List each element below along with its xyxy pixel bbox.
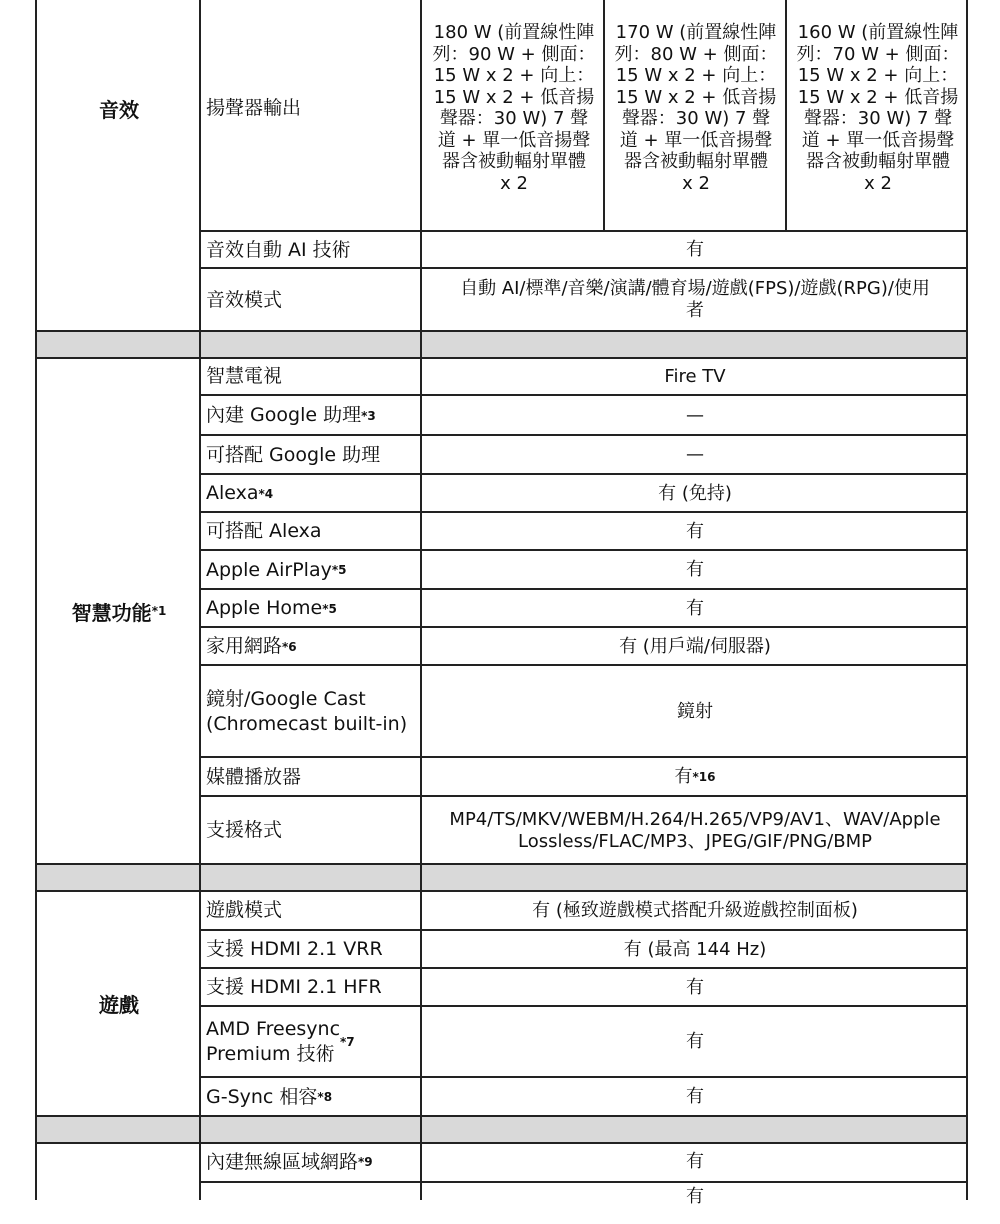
grid-line — [966, 0, 968, 1200]
next-row-value: 有 — [686, 1186, 704, 1207]
row-label-ai-sound: 音效自動 AI 技術 — [206, 238, 351, 261]
row-label-cast: 鏡射/Google Cast (Chromecast built-in) — [206, 687, 408, 735]
grid-line — [200, 664, 968, 666]
grid-line — [35, 357, 968, 359]
grid-line — [200, 473, 968, 475]
grid-line — [200, 511, 968, 513]
game-mode-value: 有 (極致遊戲模式搭配升級遊戲控制面板) — [532, 899, 858, 921]
row-label-google-works: 可搭配 Google 助理 — [206, 443, 381, 466]
home-network-value: 有 (用戶端/伺服器) — [619, 635, 771, 657]
grid-line — [200, 588, 968, 590]
grid-line — [420, 0, 422, 1200]
grid-line — [200, 434, 968, 436]
smart-tv-value: Fire TV — [664, 365, 726, 387]
row-label-freesync: AMD Freesync Premium 技術 *7 — [206, 1018, 355, 1065]
grid-line — [35, 0, 37, 1200]
row-label-smart-tv: 智慧電視 — [206, 365, 283, 387]
row-label-gsync: G-Sync 相容 *8 — [206, 1085, 333, 1108]
alexa-works-value: 有 — [686, 520, 704, 542]
grid-line — [200, 967, 968, 969]
formats-value: MP4/TS/MKV/WEBM/H.264/H.265/VP9/AV1、WAV/Apple Lossless/FLAC/MP3、JPEG/GIF/PNG/BMP — [449, 808, 941, 852]
row-label-apple-home: Apple Home *5 — [206, 597, 337, 619]
row-label-vrr: 支援 HDMI 2.1 VRR — [206, 938, 383, 960]
grid-line — [200, 549, 968, 551]
ai-sound-value: 有 — [686, 239, 704, 260]
grid-line — [200, 394, 968, 396]
row-label-game-mode: 遊戲模式 — [206, 899, 283, 921]
gsync-value: 有 — [686, 1086, 704, 1107]
grid-line — [35, 890, 968, 892]
section-separator — [36, 331, 968, 358]
row-label-hfr: 支援 HDMI 2.1 HFR — [206, 976, 382, 998]
row-label-alexa: Alexa *4 — [206, 482, 274, 504]
grid-line — [200, 795, 968, 797]
grid-line — [200, 1181, 968, 1183]
google-builtin-value: — — [686, 404, 704, 426]
row-label-speaker-output: 揚聲器輸出 — [206, 96, 302, 119]
grid-line — [200, 267, 968, 269]
grid-line — [200, 626, 968, 628]
google-works-value: — — [686, 444, 704, 465]
row-label-home-network: 家用網路 *6 — [206, 635, 297, 657]
section-separator — [36, 1116, 968, 1143]
section-label-audio: 音效 — [99, 97, 139, 122]
grid-line — [603, 0, 605, 231]
grid-line — [200, 756, 968, 758]
speaker-output-model-2: 170 W (前置線性陣 列：80 W + 側面： 15 W x 2 + 向上： 15 W x 2 + 低音揚 聲器：30 W) 7 聲 道 + 單一低音揚聲 器含被動輻射單體 x 2 — [614, 22, 778, 194]
grid-line — [200, 230, 968, 232]
grid-line — [35, 1115, 968, 1117]
grid-line — [35, 330, 968, 332]
grid-line — [785, 0, 787, 231]
media-player-value: 有 *16 — [674, 766, 716, 787]
section-label-smart: 智慧功能 *1 — [71, 600, 167, 625]
row-label-airplay: Apple AirPlay *5 — [206, 558, 347, 581]
grid-line — [35, 863, 968, 865]
row-label-media-player: 媒體播放器 — [206, 765, 302, 788]
row-label-alexa-works: 可搭配 Alexa — [206, 520, 322, 542]
freesync-value: 有 — [686, 1031, 704, 1052]
sound-mode-value: 自動 AI/標準/音樂/演講/體育場/遊戲(FPS)/遊戲(RPG)/使用 者 — [460, 278, 930, 321]
vrr-value: 有 (最高 144 Hz) — [623, 938, 767, 960]
grid-line — [200, 929, 968, 931]
grid-line — [199, 0, 201, 1200]
row-label-google-builtin: 內建 Google 助理 *3 — [206, 404, 376, 426]
grid-line — [200, 1076, 968, 1078]
wlan-value: 有 — [686, 1151, 704, 1172]
alexa-value: 有 (免持) — [658, 482, 732, 504]
cast-value: 鏡射 — [677, 700, 713, 722]
speaker-output-model-1: 180 W (前置線性陣 列：90 W + 側面： 15 W x 2 + 向上： 15 W x 2 + 低音揚 聲器：30 W) 7 聲 道 + 單一低音揚聲 器含被動輻射單體 x 2 — [432, 22, 596, 194]
apple-home-value: 有 — [686, 597, 704, 619]
grid-line — [200, 1005, 968, 1007]
hfr-value: 有 — [686, 976, 704, 998]
speaker-output-model-3: 160 W (前置線性陣 列：70 W + 側面： 15 W x 2 + 向上： 15 W x 2 + 低音揚 聲器：30 W) 7 聲 道 + 單一低音揚聲 器含被動輻射單體 x 2 — [796, 22, 960, 194]
airplay-value: 有 — [686, 559, 704, 580]
grid-line — [35, 1142, 968, 1144]
row-label-formats: 支援格式 — [206, 819, 283, 841]
section-label-gaming: 遊戲 — [99, 993, 139, 1017]
row-label-wlan: 內建無線區域網路 *9 — [206, 1150, 373, 1173]
row-label-sound-mode: 音效模式 — [206, 288, 283, 311]
section-separator — [36, 864, 968, 891]
